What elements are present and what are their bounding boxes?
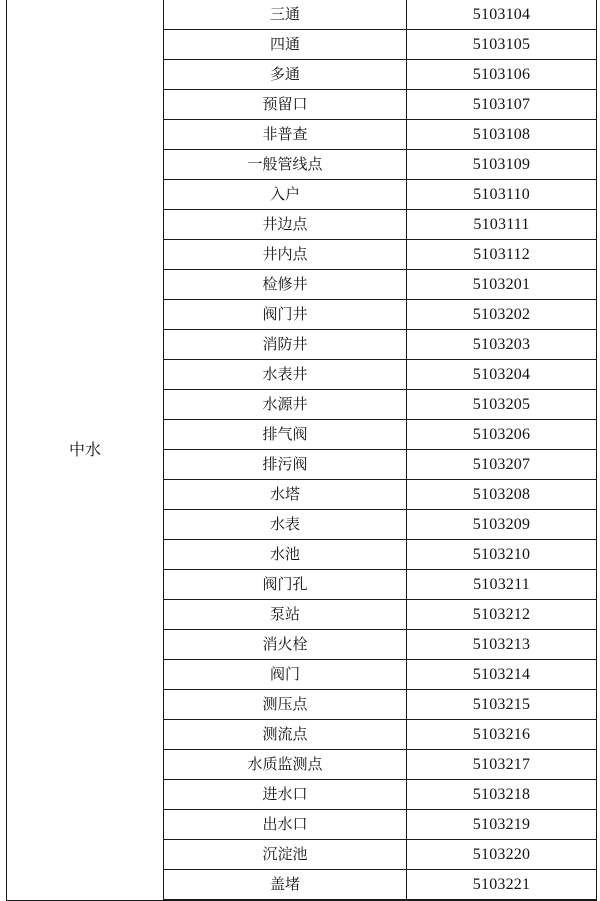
point-code-cell: 5103208 (407, 480, 597, 510)
point-name-cell: 阀门 (164, 660, 407, 690)
point-code-cell: 5103111 (407, 210, 597, 240)
point-name-cell: 检修井 (164, 270, 407, 300)
point-code-cell: 5103207 (407, 450, 597, 480)
point-code-cell: 5103219 (407, 810, 597, 840)
point-name-cell: 水表 (164, 510, 407, 540)
point-name-cell: 排气阀 (164, 420, 407, 450)
point-name-cell: 水表井 (164, 360, 407, 390)
point-name-cell: 排污阀 (164, 450, 407, 480)
point-code-cell: 5103211 (407, 570, 597, 600)
point-code-cell: 5103203 (407, 330, 597, 360)
point-code-cell: 5103210 (407, 540, 597, 570)
category-cell: 中水 (7, 0, 164, 900)
table-body (7, 0, 597, 900)
point-name-cell: 泵站 (164, 600, 407, 630)
point-code-cell: 5103202 (407, 300, 597, 330)
point-name-cell: 四通 (164, 30, 407, 60)
point-name-cell: 水质监测点 (164, 750, 407, 780)
point-name-cell: 井边点 (164, 210, 407, 240)
point-name-cell: 进水口 (164, 780, 407, 810)
point-code-cell: 5103220 (407, 840, 597, 870)
point-code-cell: 5103109 (407, 150, 597, 180)
point-code-cell: 5103104 (407, 0, 597, 30)
point-code-cell: 5103205 (407, 390, 597, 420)
point-code-cell: 5103108 (407, 120, 597, 150)
point-code-cell: 5103107 (407, 90, 597, 120)
point-name-cell: 三通 (164, 0, 407, 30)
point-code-cell: 5103217 (407, 750, 597, 780)
point-name-cell: 沉淀池 (164, 840, 407, 870)
point-code-cell: 5103209 (407, 510, 597, 540)
point-code-cell: 5103106 (407, 60, 597, 90)
point-code-cell: 5103214 (407, 660, 597, 690)
point-code-cell: 5103105 (407, 30, 597, 60)
point-name-cell: 一般管线点 (164, 150, 407, 180)
point-name-cell: 预留口 (164, 90, 407, 120)
point-code-cell: 5103218 (407, 780, 597, 810)
point-name-cell: 非普查 (164, 120, 407, 150)
point-name-cell: 多通 (164, 60, 407, 90)
point-code-cell: 5103212 (407, 600, 597, 630)
point-name-cell: 测压点 (164, 690, 407, 720)
table-row (7, 0, 597, 30)
point-name-cell: 消火栓 (164, 630, 407, 660)
point-code-cell: 5103110 (407, 180, 597, 210)
point-name-cell: 水源井 (164, 390, 407, 420)
point-name-cell: 井内点 (164, 240, 407, 270)
point-name-cell: 测流点 (164, 720, 407, 750)
point-name-cell: 阀门井 (164, 300, 407, 330)
point-name-cell: 水池 (164, 540, 407, 570)
point-name-cell: 入户 (164, 180, 407, 210)
point-code-cell: 5103204 (407, 360, 597, 390)
point-code-cell: 5103206 (407, 420, 597, 450)
point-code-cell: 5103215 (407, 690, 597, 720)
point-code-cell: 5103221 (407, 870, 597, 901)
point-code-cell: 5103216 (407, 720, 597, 750)
point-name-cell: 出水口 (164, 810, 407, 840)
pipeline-point-code-table (6, 0, 597, 901)
point-name-cell: 盖堵 (164, 870, 407, 901)
point-code-cell: 5103213 (407, 630, 597, 660)
code-table-container (6, 0, 596, 893)
point-code-cell: 5103112 (407, 240, 597, 270)
point-code-cell: 5103201 (407, 270, 597, 300)
point-name-cell: 消防井 (164, 330, 407, 360)
point-name-cell: 阀门孔 (164, 570, 407, 600)
point-name-cell: 水塔 (164, 480, 407, 510)
